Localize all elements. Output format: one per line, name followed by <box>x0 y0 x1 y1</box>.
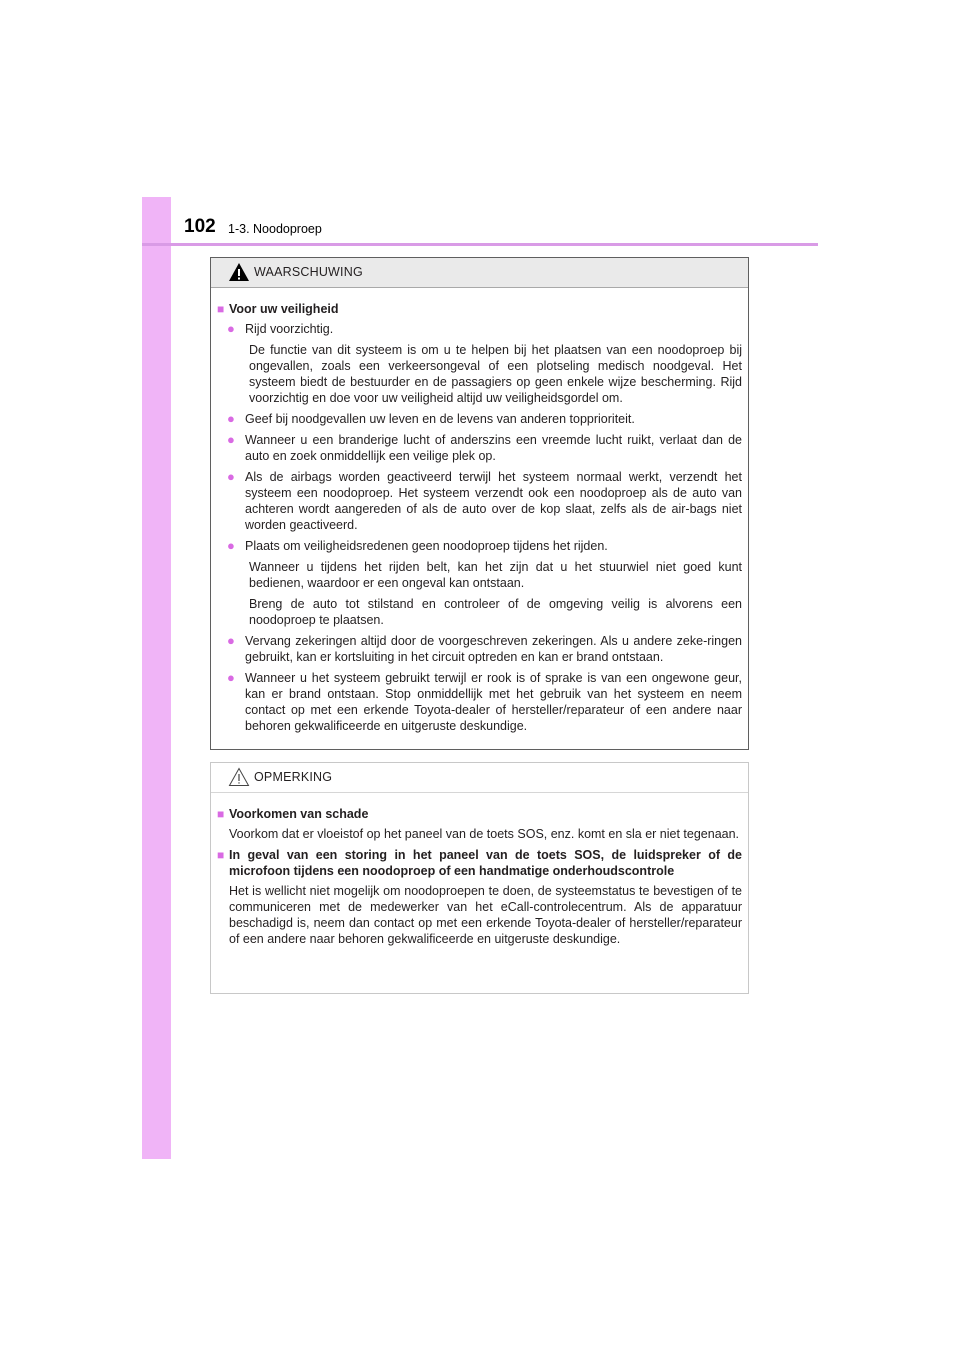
square-bullet-icon: ■ <box>217 302 225 316</box>
circle-bullet-icon: ● <box>227 321 235 336</box>
paragraph: Breng de auto tot stilstand en controleer of de omgeving veilig is alvorens een noodoproep te plaatsen. <box>249 597 742 627</box>
note-content <box>211 793 748 947</box>
circle-bullet-icon: ● <box>227 670 235 685</box>
note-heading: ■ Voorkomen van schade <box>217 807 369 821</box>
warning-box <box>210 257 749 750</box>
circle-bullet-icon: ● <box>227 633 235 648</box>
note-title: OPMERKING <box>254 770 333 784</box>
paragraph: De functie van dit systeem is om u te helpen bij het plaatsen van een noodoproep bij ongevallen, zoals een verkeersongeval of een plotseling medisch noodgeval. Het systeem biedt de bestuurder en de passagiers op geen enkele wijze bescherming. Rijd voorzichtig en doe voor uw veiligheid altijd uw veiligheidsgordel om. <box>249 343 742 405</box>
circle-bullet-icon: ● <box>227 432 235 447</box>
list-item: ● Geef bij noodgevallen uw leven en de levens van anderen topprioriteit. <box>217 411 742 427</box>
list-item: ● Wanneer u het systeem gebruikt terwijl er rook is of sprake is van een ongewone geur, kan er brand ontstaan. Stop onmiddellijk met het gebruik van het systeem en neem contact op met een erkende Toyota-dealer of hersteller/reparateur of een andere naar behoren gekwalificeerde en uitgeruste deskundige. <box>217 670 742 734</box>
note-box <box>210 762 749 994</box>
paragraph: Voorkom dat er vloeistof op het paneel van de toets SOS, enz. komt en sla er niet tegenaan. <box>229 827 740 841</box>
note-header <box>211 763 748 793</box>
list-item: ● Plaats om veiligheidsredenen geen noodoproep tijdens het rijden. <box>217 538 742 554</box>
square-bullet-icon: ■ <box>217 807 225 821</box>
list-item: ● Rijd voorzichtig. <box>217 321 742 337</box>
header-rule <box>142 243 818 246</box>
note-heading: ■ In geval van een storing in het paneel van de toets SOS, de luidspreker of de microfoon tijdens een noodoproep of een handmatige onderhoudscontrole <box>217 848 742 878</box>
square-bullet-icon: ■ <box>217 848 225 862</box>
list-item: ● Wanneer u een branderige lucht of anderszins een vreemde lucht ruikt, verlaat dan de auto en zoek onmiddellijk een veilige plek op. <box>217 432 742 464</box>
list-item: ● Als de airbags worden geactiveerd terwijl het systeem normaal werkt, verzendt het systeem een noodoproep. Het systeem verzendt ook een noodoproep als de auto van achteren wordt aangereden of als de auto over de kop slaat, zelfs als de air-bags niet worden geactiveerd. <box>217 469 742 533</box>
warning-title: WAARSCHUWING <box>254 265 363 279</box>
circle-bullet-icon: ● <box>227 538 235 553</box>
paragraph: Wanneer u tijdens het rijden belt, kan het zijn dat u het stuurwiel niet goed kunt bedienen, waardoor er een ongeval kan ontstaan. <box>249 560 742 590</box>
section-color-band <box>142 197 171 1159</box>
list-item: ● Vervang zekeringen altijd door de voorgeschreven zekeringen. Als u andere zeke-ringen gebruikt, kan er kortsluiting in het circuit optreden en kan er brand ontstaan. <box>217 633 742 665</box>
warning-header <box>211 258 748 288</box>
paragraph: Het is wellicht niet mogelijk om noodoproepen te doen, de systeemstatus te bevestigen of te communiceren met de medewerker van het eCall-controlecentrum. Als de apparatuur beschadigd is, neem dan contact op met een erkende Toyota-dealer of hersteller/reparateur of een andere naar behoren gekwalificeerde en uitgeruste deskundige. <box>229 884 742 946</box>
warning-heading-text: Voor uw veiligheid <box>229 302 339 316</box>
caution-outline-triangle-icon <box>228 767 250 787</box>
warning-content <box>211 288 748 734</box>
section-title: 1-3. Noodoproep <box>228 222 322 236</box>
circle-bullet-icon: ● <box>227 469 235 484</box>
warning-triangle-icon <box>228 262 250 282</box>
page-number: 102 <box>184 216 216 237</box>
circle-bullet-icon: ● <box>227 411 235 426</box>
warning-heading <box>217 301 742 317</box>
